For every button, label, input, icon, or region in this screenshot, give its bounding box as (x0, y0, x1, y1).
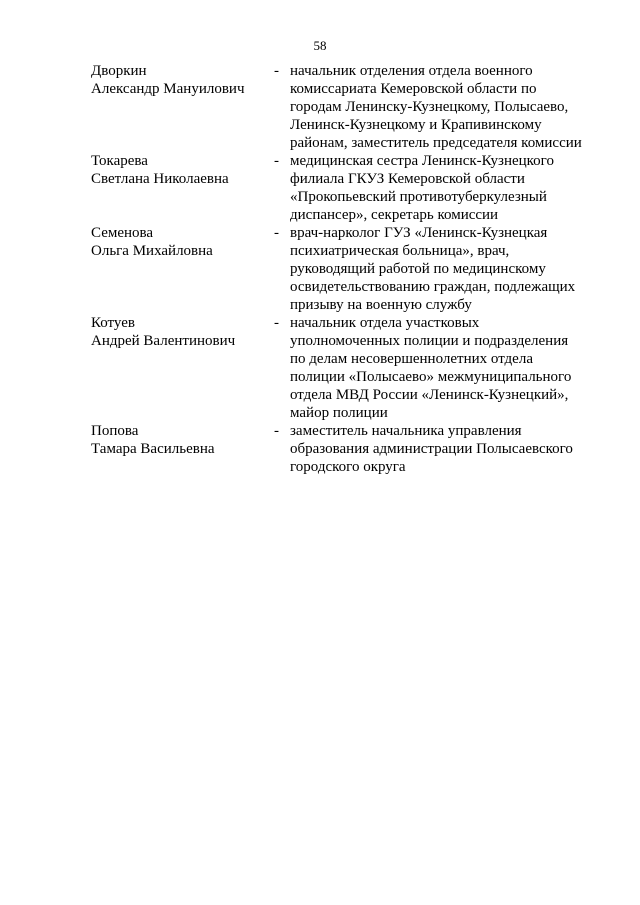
role-line: медицинская сестра Ленинск-Кузнецкого (290, 153, 554, 169)
page-number: 58 (313, 38, 327, 53)
member-surname: Котуев (91, 315, 135, 331)
member-surname: Токарева (91, 153, 148, 169)
member-name (91, 152, 274, 188)
role-line: «Прокопьевский противотуберкулезный (290, 189, 547, 205)
role-line: образования администрации Полысаевского (290, 441, 573, 457)
member-name (91, 422, 274, 458)
member-dash: - (274, 225, 279, 241)
role-line: начальник отдела участковых (290, 315, 480, 331)
member-entry (91, 62, 611, 152)
role-line: заместитель начальника управления (290, 423, 522, 439)
role-line: начальник отделения отдела военного (290, 63, 533, 79)
member-given-names: Тамара Васильевна (91, 441, 215, 457)
role-line: полиции «Полысаево» межмуниципального (290, 369, 572, 385)
commission-members-list (91, 62, 611, 476)
role-line: психиатрическая больница», врач, (290, 243, 510, 259)
member-entry (91, 422, 611, 476)
member-role (290, 314, 611, 422)
member-dash: - (274, 423, 279, 439)
member-given-names: Ольга Михайловна (91, 243, 213, 259)
member-surname: Семенова (91, 225, 154, 241)
role-line: уполномоченных полиции и подразделения (290, 333, 569, 349)
role-line: по делам несовершеннолетних отдела (290, 351, 533, 367)
member-given-names: Андрей Валентинович (91, 333, 236, 349)
member-role (290, 152, 611, 224)
member-name (91, 314, 274, 350)
member-entry (91, 314, 611, 422)
role-line: Ленинск-Кузнецкому и Крапивинскому (290, 117, 542, 133)
role-line: районам, заместитель председателя комиссии (290, 135, 582, 151)
role-line: майор полиции (290, 405, 388, 421)
role-line: городам Ленинску-Кузнецкому, Полысаево, (290, 99, 569, 115)
member-surname: Дворкин (91, 63, 147, 79)
member-role (290, 224, 611, 314)
role-line: призыву на военную службу (290, 297, 472, 313)
role-line: отдела МВД России «Ленинск-Кузнецкий», (290, 387, 569, 403)
member-role (290, 62, 611, 152)
member-role (290, 422, 611, 476)
member-entry (91, 224, 611, 314)
member-surname: Попова (91, 423, 139, 439)
role-line: городского округа (290, 459, 406, 475)
member-dash: - (274, 153, 279, 169)
member-given-names: Светлана Николаевна (91, 171, 229, 187)
role-line: филиала ГКУЗ Кемеровской области (290, 171, 525, 187)
role-line: комиссариата Кемеровской области по (290, 81, 537, 97)
member-dash: - (274, 315, 279, 331)
role-line: руководящий работой по медицинскому (290, 261, 546, 277)
member-dash: - (274, 63, 279, 79)
member-name (91, 62, 274, 98)
member-given-names: Александр Мануилович (91, 81, 245, 97)
member-entry (91, 152, 611, 224)
role-line: врач-нарколог ГУЗ «Ленинск-Кузнецкая (290, 225, 548, 241)
role-line: диспансер», секретарь комиссии (290, 207, 499, 223)
member-name (91, 224, 274, 260)
role-line: освидетельствованию граждан, подлежащих (290, 279, 576, 295)
